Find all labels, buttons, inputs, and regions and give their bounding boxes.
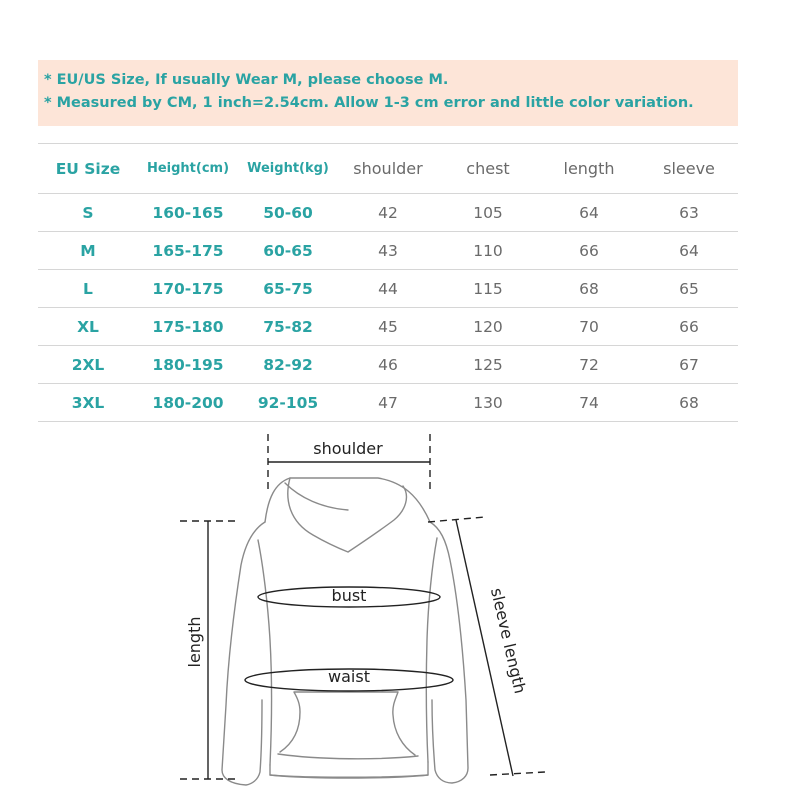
cell-weight: 60-65 <box>238 232 338 270</box>
cell-sleeve: 63 <box>640 194 738 232</box>
cell-length: 74 <box>538 384 640 422</box>
cell-sleeve: 67 <box>640 346 738 384</box>
header-sleeve: sleeve <box>640 144 738 194</box>
cell-height: 180-200 <box>138 384 238 422</box>
sleeve-length-dimension <box>428 517 545 776</box>
cell-sleeve: 65 <box>640 270 738 308</box>
cell-size: 2XL <box>38 346 138 384</box>
cell-size: M <box>38 232 138 270</box>
cell-size: XL <box>38 308 138 346</box>
header-shoulder: shoulder <box>338 144 438 194</box>
shoulder-label: shoulder <box>313 439 383 458</box>
header-chest: chest <box>438 144 538 194</box>
notice-measurement-info: * Measured by CM, 1 inch=2.54cm. Allow 1-3 cm error and little color variation. <box>44 95 694 111</box>
sleeve-length-label: sleeve length <box>486 586 530 696</box>
header-length: length <box>538 144 640 194</box>
cell-chest: 120 <box>438 308 538 346</box>
cell-weight: 82-92 <box>238 346 338 384</box>
header-height: Height(cm) <box>138 144 238 194</box>
cell-length: 64 <box>538 194 640 232</box>
cell-weight: 65-75 <box>238 270 338 308</box>
cell-height: 165-175 <box>138 232 238 270</box>
cell-shoulder: 47 <box>338 384 438 422</box>
waist-label: waist <box>328 667 370 686</box>
cell-weight: 92-105 <box>238 384 338 422</box>
cell-shoulder: 46 <box>338 346 438 384</box>
header-eu-size: EU Size <box>38 144 138 194</box>
cell-length: 68 <box>538 270 640 308</box>
cell-height: 175-180 <box>138 308 238 346</box>
cell-size: L <box>38 270 138 308</box>
cell-shoulder: 43 <box>338 232 438 270</box>
bust-label: bust <box>331 586 367 605</box>
hoodie-outline-icon <box>222 478 468 785</box>
header-weight: Weight(kg) <box>238 144 338 194</box>
cell-length: 72 <box>538 346 640 384</box>
notice-size-advice: * EU/US Size, If usually Wear M, please choose M. <box>44 72 449 88</box>
cell-size: 3XL <box>38 384 138 422</box>
cell-height: 180-195 <box>138 346 238 384</box>
cell-height: 170-175 <box>138 270 238 308</box>
cell-shoulder: 44 <box>338 270 438 308</box>
cell-length: 66 <box>538 232 640 270</box>
cell-size: S <box>38 194 138 232</box>
cell-weight: 75-82 <box>238 308 338 346</box>
cell-sleeve: 68 <box>640 384 738 422</box>
cell-shoulder: 42 <box>338 194 438 232</box>
cell-weight: 50-60 <box>238 194 338 232</box>
cell-chest: 110 <box>438 232 538 270</box>
cell-chest: 115 <box>438 270 538 308</box>
cell-chest: 125 <box>438 346 538 384</box>
cell-chest: 130 <box>438 384 538 422</box>
cell-shoulder: 45 <box>338 308 438 346</box>
cell-height: 160-165 <box>138 194 238 232</box>
cell-chest: 105 <box>438 194 538 232</box>
cell-sleeve: 64 <box>640 232 738 270</box>
cell-sleeve: 66 <box>640 308 738 346</box>
length-label: length <box>185 616 204 668</box>
cell-length: 70 <box>538 308 640 346</box>
